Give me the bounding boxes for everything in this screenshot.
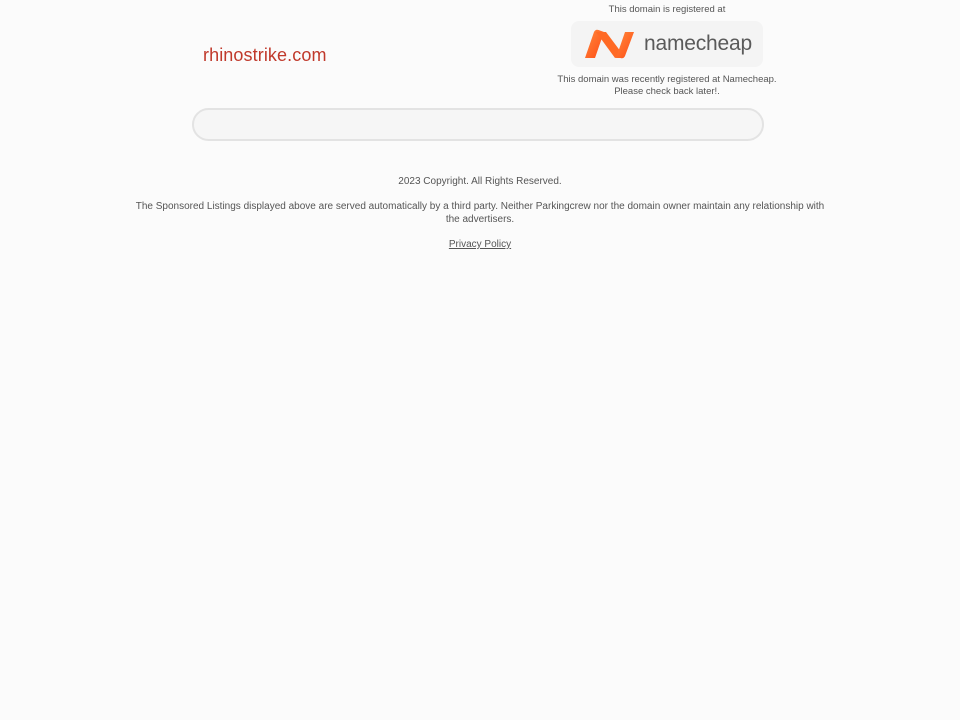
copyright-text: 2023 Copyright. All Rights Reserved. (398, 176, 562, 187)
namecheap-logo[interactable] (571, 21, 763, 67)
disclaimer-text: The Sponsored Listings displayed above are served automatically by a third party. Neither Parkingcrew nor the domain owner maintain any relationship with the advertisers. (135, 201, 825, 225)
privacy-policy-link[interactable]: Privacy Policy (448, 239, 512, 250)
registrar-notice-line2: Please check back later!. (614, 86, 720, 97)
namecheap-logo-text: namecheap (644, 32, 752, 55)
domain-name-link[interactable]: rhinostrike.com (203, 45, 327, 65)
registrar-panel (557, 4, 777, 98)
registered-at-label: This domain is registered at (608, 4, 726, 15)
namecheap-logo-icon (582, 28, 638, 60)
registrar-notice (557, 74, 777, 98)
search-bar[interactable] (192, 108, 764, 141)
registrar-notice-line1: This domain was recently registered at Namecheap. (557, 74, 777, 85)
footer (130, 175, 830, 251)
